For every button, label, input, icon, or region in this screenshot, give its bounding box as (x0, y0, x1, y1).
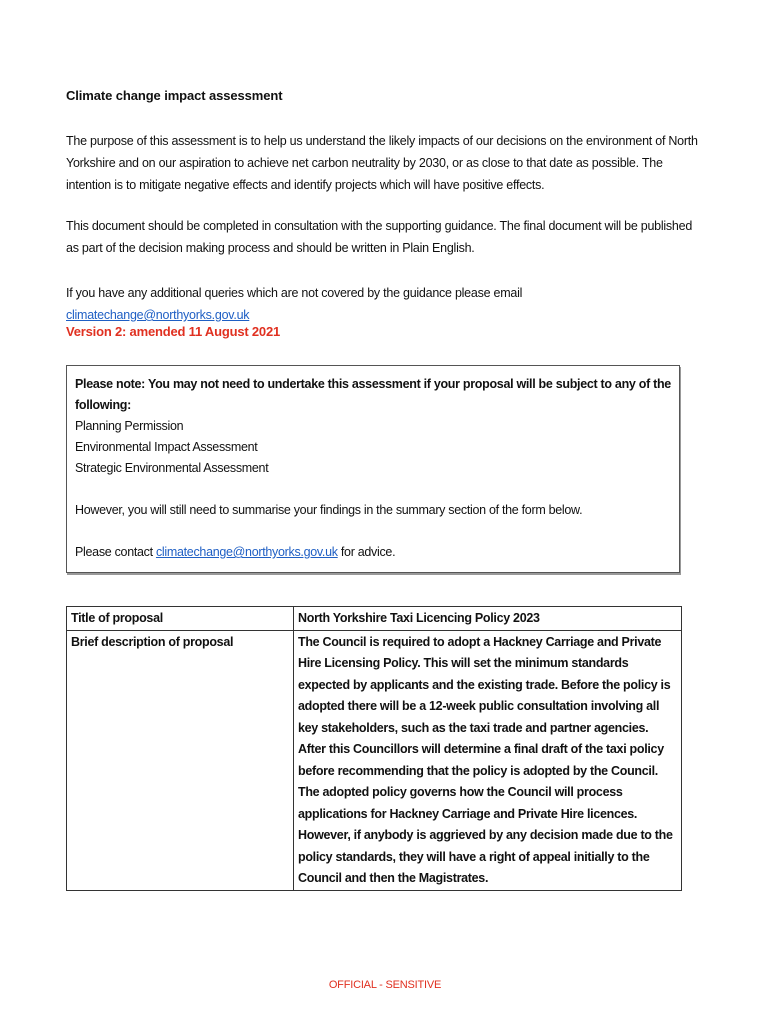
email-link[interactable]: climatechange@northyorks.gov.uk (66, 308, 250, 322)
note-title: Please note: You may not need to undertake this assessment if your proposal will be subject to any of the following: (75, 377, 671, 412)
guidance-paragraph: This document should be completed in consultation with the supporting guidance. The final document will be published as part of the decision making process and should be written in Plain English. (66, 219, 693, 255)
contact-suffix: for advice. (337, 545, 396, 559)
row-value-title: North Yorkshire Taxi Licencing Policy 2023 (294, 607, 682, 631)
contact-email-link[interactable]: climatechange@northyorks.gov.uk (155, 545, 338, 559)
table-row (67, 630, 682, 890)
purpose-paragraph: The purpose of this assessment is to help us understand the likely impacts of our decisions on the environment of North Yorkshire and on our aspiration to achieve net carbon neutrality by 2030, or as close to that date as possible. The intention is to mitigate negative effects and identify projects which will have positive effects. (66, 134, 698, 192)
version-note: Version 2: amended 11 August 2021 (66, 324, 281, 339)
please-note-box (66, 365, 680, 573)
note-item-planning: Planning Permission (75, 419, 184, 433)
row-value-description: The Council is required to adopt a Hackney Carriage and Private Hire Licensing Policy. This will set the minimum standards expected by applicants and the existing trade. Before the policy is adopted there will be a 12-week public consultation involving all key stakeholders, such as the taxi trade and partner agencies. After this Councillors will determine a final draft of the taxi policy before recommending that the policy is adopted by the Council. The adopted policy governs how the Council will process applications for Hackney Carriage and Private Hire licences. However, if anybody is aggrieved by any decision made due to the policy standards, they will have a right of appeal initially to the Council and then the Magistrates. (294, 630, 682, 890)
queries-paragraph (66, 282, 706, 326)
spacer (75, 521, 671, 542)
spacer (75, 479, 671, 500)
note-item-eia: Environmental Impact Assessment (75, 440, 258, 454)
note-contact-line (75, 542, 671, 563)
contact-prefix: Please contact (75, 545, 156, 559)
note-summary-line: However, you will still need to summarise your findings in the summary section of the form below. (75, 503, 583, 517)
row-label-title: Title of proposal (67, 607, 294, 631)
proposal-table (66, 606, 682, 891)
page-title: Climate change impact assessment (66, 88, 283, 103)
note-item-sea: Strategic Environmental Assessment (75, 461, 269, 475)
queries-text: If you have any additional queries which are not covered by the guidance please email (66, 286, 523, 300)
table-row (67, 607, 682, 631)
row-label-description: Brief description of proposal (67, 630, 294, 890)
classification-footer: OFFICIAL - SENSITIVE (328, 979, 442, 991)
